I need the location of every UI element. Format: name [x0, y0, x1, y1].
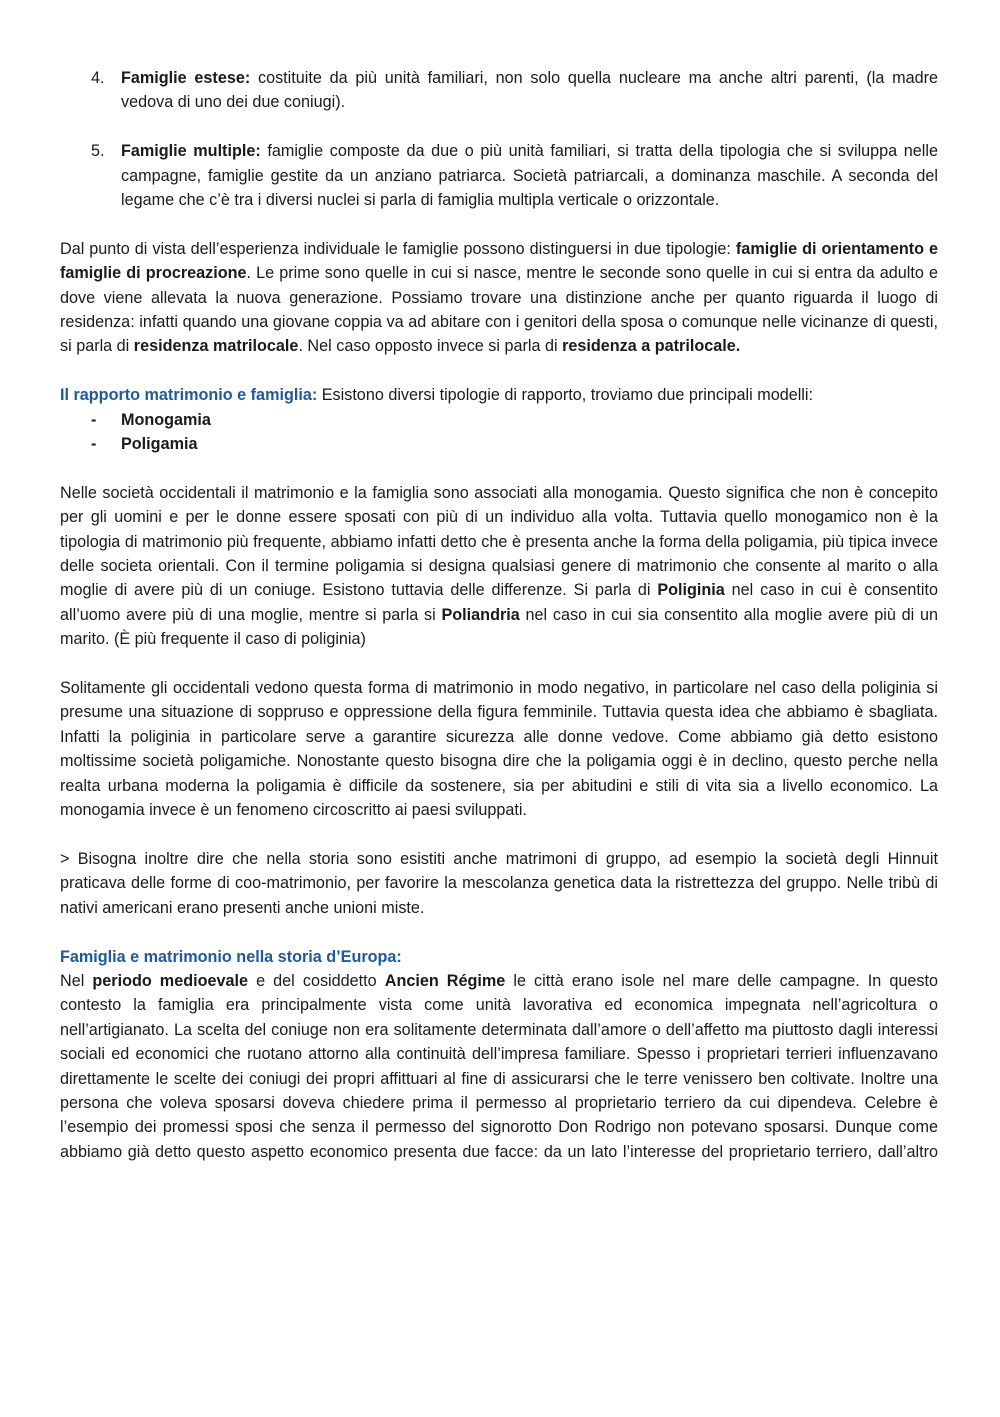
list-number: 5. [91, 142, 105, 161]
section-heading: Il rapporto matrimonio e famiglia: [60, 386, 318, 405]
list-item-extended-families [60, 66, 938, 115]
spacer [60, 115, 938, 139]
term-extended-families: Famiglie estese: [121, 69, 251, 87]
list-item-label: Monogamia [121, 410, 211, 429]
section-heading: Famiglia e matrimonio nella storia d’Europa: [60, 947, 402, 966]
list-item-label: Poligamia [121, 435, 198, 454]
document-page [60, 66, 938, 1164]
definition-text: costituite da più unità familiari, non solo quella nucleare ma anche altri parenti, (la madre vedova di uno dei due coniugi). [121, 69, 938, 112]
paragraph-group-marriage: > Bisogna inoltre dire che nella storia sono esistiti anche matrimoni di gruppo, ad esempio la società degli Hinnuit praticava delle forme di coo-matrimonio, per favorire la mescolanza genetica data la ristrettezza del gruppo. Nelle tribù di nativi americani erano presenti anche unioni miste. [60, 849, 938, 917]
text-run: le città erano isole nel mare delle campagne. In questo contesto la famiglia era principalmente vista come unità lavorativa ed economica impegnata nell’agricoltura o nell’artigianato. La scelta del coniuge non era solitamente determinata dall’amore o dell’affetto ma piuttosto dagli interessi sociali ed economici che ruotano attorno alla continuità dell’impresa familiare. Spesso i proprietari terrieri influenzavano direttamente le scelte dei coniugi dei propri affittuari al fine di assicurarsi che le terre venissero ben coltivate. Inoltre una persona che voleva sposarsi doveva chiedere prima il permesso al proprietario terriero da cui dipendeva. Celebre è l’esempio dei promessi sposi che senza il permesso del signorotto Don Rodrigo non potevano sposarsi. Dunque come abbiamo già detto questo aspetto economico presenta due facce: da un lato l’interesse del proprietario terriero, dall’altro [60, 971, 938, 1161]
list-number: 4. [91, 69, 105, 87]
section-marriage-family [60, 383, 938, 407]
bold-run: famiglie di orientamento e famiglie di procreazione [60, 239, 938, 283]
list-item-multiple-families [60, 139, 938, 212]
text-run: Nelle società occidentali il matrimonio e la famiglia sono associati alla monogamia. Questo significa che non è concepito per gli uomini e per le donne essere sposati con più di un individuo alla volta. Tuttavia quello monogamico non è la tipologia di matrimonio più frequente, abbiamo infatti detto che è presenta anche la forma della poligamia, più tipica invece delle societa orientali. Con il termine poligamia si designa qualsiasi genere di matrimonio che consente al marito o alla moglie di avere più di un coniuge. Esistono tuttavia delle differenze. Si parla di [60, 483, 938, 600]
definition-text: famiglie composte da due o più unità familiari, si tratta della tipologia che si sviluppa nelle campagne, famiglie gestite da un anziano patriarca. Società patriarcali, a dominanza maschile. A seconda del legame che c’è tra i diversi nuclei si parla di famiglia multipla verticale o orizzontale. [121, 142, 938, 210]
spacer [60, 212, 938, 236]
text-run: nel caso in cui sia consentito alla moglie avere più di un marito. (È più frequente il caso di poliginia) [60, 605, 938, 649]
bold-run: residenza matrilocale [133, 337, 299, 356]
list-item-poligamia [60, 432, 938, 456]
spacer [60, 920, 938, 944]
bold-run: periodo medioevale [92, 971, 248, 990]
family-types-list [60, 66, 938, 212]
paragraph-family-orientation [60, 237, 938, 359]
section-europe-history [60, 945, 938, 969]
spacer [60, 823, 938, 847]
bold-run: residenza a patrilocale. [562, 337, 741, 356]
paragraph-monogamy-polygamy [60, 481, 938, 652]
text-run: . Le prime sono quelle in cui si nasce, mentre le seconde sono quelle in cui si entra da adulto e dove viene allevata la nuova generazione. Possiamo trovare una distinzione anche per quanto riguarda il luogo di residenza: infatti quando una giovane coppia va ad abitare con i genitori della sposa o comunque nelle vicinanze di questi, si parla di [60, 264, 938, 356]
spacer [60, 652, 938, 676]
term-multiple-families: Famiglie multiple: [121, 142, 261, 161]
spacer [60, 456, 938, 480]
spacer [60, 359, 938, 383]
list-item-monogamia [60, 408, 938, 432]
text-run: Dal punto di vista dell’esperienza individuale le famiglie possono distinguersi in due tipologie: [60, 239, 736, 258]
text-run: nel caso in cui è consentito all’uomo avere più di una moglie, mentre si parla si [60, 581, 938, 624]
text-run: e del cosiddetto [248, 971, 385, 990]
text-run: . Nel caso opposto invece si parla di [298, 337, 563, 356]
paragraph-medieval-period [60, 969, 938, 1164]
section-intro-text: Esistono diversi tipologie di rapporto, troviamo due principali modelli: [317, 386, 814, 405]
marriage-models-list [60, 408, 938, 457]
bold-run: Ancien Régime [384, 971, 506, 990]
dash-bullet: - [91, 410, 97, 429]
dash-bullet: - [91, 435, 97, 454]
text-run: Nel [60, 971, 93, 990]
bold-run: Poliandria [441, 605, 520, 624]
paragraph-western-view: Solitamente gli occidentali vedono questa forma di matrimonio in modo negativo, in particolare nel caso della poliginia si presume una situazione di soppruso e oppressione della figura femminile. Tuttavia questa idea che abbiamo è sbagliata. Infatti la poliginia in particolare serve a garantire sicurezza alle donne vedove. Come abbiamo già detto esistono moltissime società poligamiche. Nonostante questo bisogna dire che la poligamia oggi è in declino, questo perche nella realta urbana moderna la poligamia è difficile da sostenere, sia per abitudini e stili di vita sia a livello economico. La monogamia invece è un fenomeno circoscritto ai paesi sviluppati. [60, 679, 938, 820]
bold-run: Poliginia [657, 581, 725, 600]
